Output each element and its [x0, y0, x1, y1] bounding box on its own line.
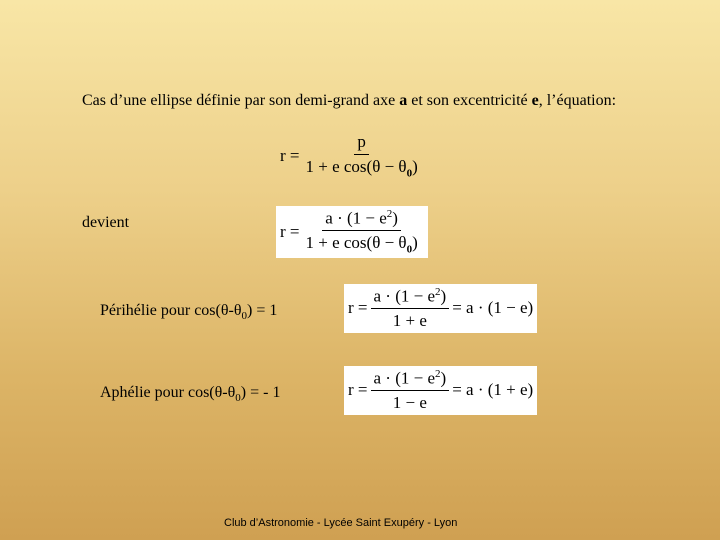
eq1-lhs: r = [280, 145, 300, 165]
aphelie-label-suffix: ) = - 1 [240, 384, 281, 401]
eq2-den-suffix: ) [412, 233, 418, 253]
eq2-num-sup: 2 [386, 208, 393, 220]
devient-text: devient [82, 214, 130, 231]
aphelie-denominator: 1 − e [392, 393, 427, 413]
aphelie-num-suffix: ) [440, 368, 447, 388]
perihelie-label [100, 302, 277, 322]
aphelie-lhs: r = [348, 380, 368, 400]
perihelie-label-sub: 0 [241, 310, 248, 323]
intro-text [82, 92, 616, 110]
eq2-den-prefix: 1 + e cos(θ − θ [305, 233, 407, 253]
eq1-den-sub: 0 [406, 166, 413, 179]
eq2-numerator [322, 208, 401, 231]
eq2-num-prefix: a · (1 − e [325, 208, 387, 228]
perihelie-num-sup: 2 [435, 286, 441, 298]
perihelie-lhs: r = [348, 298, 368, 318]
perihelie-label-prefix: Périhélie pour cos(θ-θ [100, 302, 242, 319]
eq2-denominator [303, 231, 421, 256]
aphelie-label-sub: 0 [235, 392, 241, 405]
perihelie-label-suffix: ) = 1 [247, 302, 278, 319]
aphelie-num-prefix: a · (1 − e [373, 368, 436, 388]
perihelie-numerator [371, 286, 450, 309]
intro-middle: et son excentricité [407, 92, 532, 109]
aphelie-label-prefix: Aphélie pour cos(θ-θ [100, 384, 236, 401]
equation-perihelie [344, 284, 537, 333]
eq2-fraction [303, 208, 421, 256]
equation-aphelie [344, 366, 537, 415]
aphelie-rhs: = a · (1 + e) [452, 380, 534, 400]
perihelie-rhs: = a · (1 − e) [452, 298, 534, 318]
intro-var-e: e [531, 92, 539, 109]
aphelie-num-sup: 2 [435, 368, 441, 380]
perihelie-denominator: 1 + e [392, 311, 427, 331]
perihelie-num-suffix: ) [440, 286, 447, 306]
perihelie-num-prefix: a · (1 − e [373, 286, 436, 306]
eq1-numerator: p [354, 132, 369, 155]
eq1-fraction [303, 132, 421, 180]
intro-var-a: a [399, 92, 408, 109]
eq1-den-suffix: ) [412, 156, 418, 176]
eq1-den-prefix: 1 + e cos(θ − θ [305, 156, 407, 176]
intro-prefix: Cas d’une ellipse définie par son demi-grand axe [82, 92, 400, 109]
perihelie-fraction [371, 286, 450, 331]
aphelie-fraction [371, 368, 450, 413]
eq1-denominator [303, 155, 421, 180]
equation-ellipse [276, 206, 428, 258]
aphelie-numerator [371, 368, 450, 391]
eq2-den-sub: 0 [406, 243, 413, 256]
aphelie-label [100, 384, 280, 404]
footer-text: Club d’Astronomie - Lycée Saint Exupéry - Lyon [224, 517, 458, 529]
eq2-num-suffix: ) [392, 208, 398, 228]
equation-polar [280, 132, 424, 180]
eq2-lhs: r = [280, 222, 300, 242]
intro-suffix: , l’équation: [538, 92, 617, 109]
